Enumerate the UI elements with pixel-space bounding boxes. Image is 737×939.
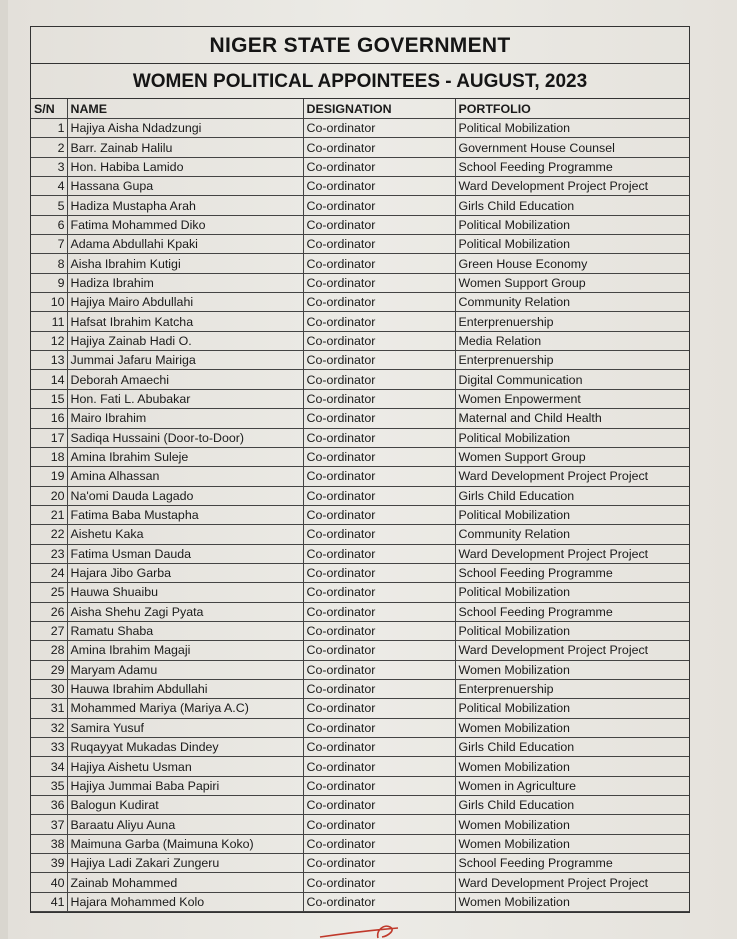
cell-sn: 10 bbox=[31, 293, 67, 312]
header-designation: DESIGNATION bbox=[303, 99, 455, 119]
table-row bbox=[31, 119, 689, 138]
cell-designation: Co-ordinator bbox=[303, 254, 455, 273]
cell-designation: Co-ordinator bbox=[303, 215, 455, 234]
cell-portfolio: Maternal and Child Health bbox=[455, 409, 689, 428]
cell-portfolio: Enterprenuership bbox=[455, 679, 689, 698]
cell-portfolio: Political Mobilization bbox=[455, 621, 689, 640]
cell-sn: 6 bbox=[31, 215, 67, 234]
table-row bbox=[31, 505, 689, 524]
table-row bbox=[31, 679, 689, 698]
cell-sn: 41 bbox=[31, 892, 67, 911]
cell-name: Mohammed Mariya (Mariya A.C) bbox=[67, 699, 303, 718]
table-row bbox=[31, 873, 689, 892]
cell-sn: 27 bbox=[31, 621, 67, 640]
cell-portfolio: Girls Child Education bbox=[455, 796, 689, 815]
cell-designation: Co-ordinator bbox=[303, 718, 455, 737]
cell-designation: Co-ordinator bbox=[303, 235, 455, 254]
cell-designation: Co-ordinator bbox=[303, 196, 455, 215]
cell-designation: Co-ordinator bbox=[303, 873, 455, 892]
cell-name: Deborah Amaechi bbox=[67, 370, 303, 389]
cell-name: Hajiya Jummai Baba Papiri bbox=[67, 776, 303, 795]
cell-name: Ruqayyat Mukadas Dindey bbox=[67, 738, 303, 757]
table-row bbox=[31, 602, 689, 621]
cell-sn: 13 bbox=[31, 351, 67, 370]
cell-sn: 2 bbox=[31, 138, 67, 157]
cell-designation: Co-ordinator bbox=[303, 312, 455, 331]
cell-sn: 18 bbox=[31, 447, 67, 466]
cell-sn: 32 bbox=[31, 718, 67, 737]
cell-sn: 19 bbox=[31, 467, 67, 486]
table-row bbox=[31, 177, 689, 196]
cell-designation: Co-ordinator bbox=[303, 389, 455, 408]
cell-sn: 14 bbox=[31, 370, 67, 389]
cell-name: Hauwa Ibrahim Abdullahi bbox=[67, 679, 303, 698]
cell-name: Ramatu Shaba bbox=[67, 621, 303, 640]
cell-name: Hon. Fati L. Abubakar bbox=[67, 389, 303, 408]
cell-designation: Co-ordinator bbox=[303, 796, 455, 815]
table-row bbox=[31, 370, 689, 389]
table-row bbox=[31, 796, 689, 815]
cell-name: Sadiqa Hussaini (Door-to-Door) bbox=[67, 428, 303, 447]
cell-designation: Co-ordinator bbox=[303, 892, 455, 911]
cell-portfolio: Ward Development Project Project bbox=[455, 177, 689, 196]
table-row bbox=[31, 718, 689, 737]
document-subtitle: WOMEN POLITICAL APPOINTEES - AUGUST, 2023 bbox=[31, 64, 689, 99]
cell-sn: 30 bbox=[31, 679, 67, 698]
table-row bbox=[31, 409, 689, 428]
cell-sn: 21 bbox=[31, 505, 67, 524]
table-row bbox=[31, 235, 689, 254]
cell-sn: 38 bbox=[31, 834, 67, 853]
cell-name: Amina Ibrahim Magaji bbox=[67, 641, 303, 660]
cell-sn: 33 bbox=[31, 738, 67, 757]
cell-designation: Co-ordinator bbox=[303, 854, 455, 873]
cell-designation: Co-ordinator bbox=[303, 699, 455, 718]
cell-designation: Co-ordinator bbox=[303, 409, 455, 428]
table-row bbox=[31, 486, 689, 505]
cell-designation: Co-ordinator bbox=[303, 583, 455, 602]
cell-name: Hadiza Mustapha Arah bbox=[67, 196, 303, 215]
cell-portfolio: Political Mobilization bbox=[455, 119, 689, 138]
cell-name: Hajiya Zainab Hadi O. bbox=[67, 331, 303, 350]
cell-designation: Co-ordinator bbox=[303, 331, 455, 350]
cell-name: Adama Abdullahi Kpaki bbox=[67, 235, 303, 254]
cell-portfolio: Girls Child Education bbox=[455, 486, 689, 505]
cell-sn: 7 bbox=[31, 235, 67, 254]
table-row bbox=[31, 312, 689, 331]
table-row bbox=[31, 331, 689, 350]
cell-portfolio: Political Mobilization bbox=[455, 699, 689, 718]
cell-name: Hassana Gupa bbox=[67, 177, 303, 196]
cell-portfolio: Women in Agriculture bbox=[455, 776, 689, 795]
cell-name: Baraatu Aliyu Auna bbox=[67, 815, 303, 834]
cell-designation: Co-ordinator bbox=[303, 351, 455, 370]
cell-portfolio: Community Relation bbox=[455, 293, 689, 312]
cell-portfolio: Women Support Group bbox=[455, 273, 689, 292]
table-row bbox=[31, 389, 689, 408]
table-row bbox=[31, 138, 689, 157]
cell-portfolio: Women Enpowerment bbox=[455, 389, 689, 408]
cell-designation: Co-ordinator bbox=[303, 273, 455, 292]
cell-sn: 3 bbox=[31, 157, 67, 176]
cell-portfolio: Women Mobilization bbox=[455, 834, 689, 853]
cell-designation: Co-ordinator bbox=[303, 776, 455, 795]
cell-sn: 28 bbox=[31, 641, 67, 660]
cell-sn: 9 bbox=[31, 273, 67, 292]
table-row bbox=[31, 293, 689, 312]
cell-name: Mairo Ibrahim bbox=[67, 409, 303, 428]
cell-designation: Co-ordinator bbox=[303, 679, 455, 698]
table-body bbox=[31, 119, 689, 912]
cell-name: Hajara Jibo Garba bbox=[67, 563, 303, 582]
cell-name: Maryam Adamu bbox=[67, 660, 303, 679]
table-row bbox=[31, 428, 689, 447]
table-row bbox=[31, 738, 689, 757]
table-row bbox=[31, 660, 689, 679]
cell-sn: 8 bbox=[31, 254, 67, 273]
cell-name: Maimuna Garba (Maimuna Koko) bbox=[67, 834, 303, 853]
cell-designation: Co-ordinator bbox=[303, 293, 455, 312]
header-portfolio: PORTFOLIO bbox=[455, 99, 689, 119]
cell-portfolio: Women Mobilization bbox=[455, 892, 689, 911]
cell-name: Balogun Kudirat bbox=[67, 796, 303, 815]
cell-designation: Co-ordinator bbox=[303, 738, 455, 757]
cell-designation: Co-ordinator bbox=[303, 177, 455, 196]
cell-name: Amina Ibrahim Suleje bbox=[67, 447, 303, 466]
table-row bbox=[31, 467, 689, 486]
table-row bbox=[31, 892, 689, 911]
appointees-document bbox=[30, 26, 690, 913]
cell-sn: 17 bbox=[31, 428, 67, 447]
cell-portfolio: Ward Development Project Project bbox=[455, 467, 689, 486]
cell-name: Hon. Habiba Lamido bbox=[67, 157, 303, 176]
cell-portfolio: Girls Child Education bbox=[455, 738, 689, 757]
cell-name: Aisha Ibrahim Kutigi bbox=[67, 254, 303, 273]
cell-portfolio: Government House Counsel bbox=[455, 138, 689, 157]
cell-portfolio: Political Mobilization bbox=[455, 215, 689, 234]
header-sn: S/N bbox=[31, 99, 67, 119]
table-row bbox=[31, 699, 689, 718]
table-row bbox=[31, 215, 689, 234]
cell-portfolio: Women Mobilization bbox=[455, 757, 689, 776]
cell-portfolio: School Feeding Programme bbox=[455, 563, 689, 582]
cell-designation: Co-ordinator bbox=[303, 505, 455, 524]
cell-designation: Co-ordinator bbox=[303, 621, 455, 640]
cell-designation: Co-ordinator bbox=[303, 467, 455, 486]
cell-portfolio: Girls Child Education bbox=[455, 196, 689, 215]
table-row bbox=[31, 273, 689, 292]
cell-sn: 39 bbox=[31, 854, 67, 873]
table-row bbox=[31, 254, 689, 273]
table-row bbox=[31, 757, 689, 776]
table-row bbox=[31, 583, 689, 602]
cell-portfolio: School Feeding Programme bbox=[455, 157, 689, 176]
table-header-row bbox=[31, 99, 689, 119]
cell-portfolio: Community Relation bbox=[455, 525, 689, 544]
cell-sn: 1 bbox=[31, 119, 67, 138]
cell-portfolio: Political Mobilization bbox=[455, 428, 689, 447]
cell-designation: Co-ordinator bbox=[303, 370, 455, 389]
document-title: NIGER STATE GOVERNMENT bbox=[31, 27, 689, 64]
cell-portfolio: Ward Development Project Project bbox=[455, 544, 689, 563]
cell-name: Barr. Zainab Halilu bbox=[67, 138, 303, 157]
cell-sn: 29 bbox=[31, 660, 67, 679]
cell-designation: Co-ordinator bbox=[303, 563, 455, 582]
cell-name: Jummai Jafaru Mairiga bbox=[67, 351, 303, 370]
cell-portfolio: Political Mobilization bbox=[455, 583, 689, 602]
cell-sn: 23 bbox=[31, 544, 67, 563]
cell-sn: 11 bbox=[31, 312, 67, 331]
cell-name: Hauwa Shuaibu bbox=[67, 583, 303, 602]
cell-designation: Co-ordinator bbox=[303, 119, 455, 138]
cell-designation: Co-ordinator bbox=[303, 641, 455, 660]
cell-name: Fatima Baba Mustapha bbox=[67, 505, 303, 524]
cell-sn: 35 bbox=[31, 776, 67, 795]
table-row bbox=[31, 621, 689, 640]
cell-sn: 22 bbox=[31, 525, 67, 544]
table-row bbox=[31, 196, 689, 215]
cell-name: Samira Yusuf bbox=[67, 718, 303, 737]
cell-portfolio: Political Mobilization bbox=[455, 505, 689, 524]
table-row bbox=[31, 834, 689, 853]
cell-name: Fatima Usman Dauda bbox=[67, 544, 303, 563]
cell-portfolio: School Feeding Programme bbox=[455, 602, 689, 621]
table-row bbox=[31, 447, 689, 466]
cell-portfolio: Media Relation bbox=[455, 331, 689, 350]
cell-designation: Co-ordinator bbox=[303, 815, 455, 834]
cell-portfolio: Enterprenuership bbox=[455, 312, 689, 331]
cell-name: Zainab Mohammed bbox=[67, 873, 303, 892]
signature-mark bbox=[318, 918, 428, 939]
cell-name: Amina Alhassan bbox=[67, 467, 303, 486]
table-row bbox=[31, 351, 689, 370]
table-row bbox=[31, 854, 689, 873]
table-row bbox=[31, 157, 689, 176]
cell-designation: Co-ordinator bbox=[303, 447, 455, 466]
cell-sn: 15 bbox=[31, 389, 67, 408]
cell-sn: 40 bbox=[31, 873, 67, 892]
cell-name: Aishetu Kaka bbox=[67, 525, 303, 544]
cell-designation: Co-ordinator bbox=[303, 138, 455, 157]
cell-portfolio: Women Mobilization bbox=[455, 815, 689, 834]
cell-designation: Co-ordinator bbox=[303, 660, 455, 679]
cell-portfolio: Women Mobilization bbox=[455, 718, 689, 737]
cell-sn: 24 bbox=[31, 563, 67, 582]
cell-sn: 5 bbox=[31, 196, 67, 215]
cell-sn: 16 bbox=[31, 409, 67, 428]
cell-sn: 36 bbox=[31, 796, 67, 815]
table-row bbox=[31, 815, 689, 834]
cell-portfolio: Green House Economy bbox=[455, 254, 689, 273]
cell-sn: 26 bbox=[31, 602, 67, 621]
cell-name: Hadiza Ibrahim bbox=[67, 273, 303, 292]
cell-sn: 20 bbox=[31, 486, 67, 505]
cell-sn: 25 bbox=[31, 583, 67, 602]
header-name: NAME bbox=[67, 99, 303, 119]
cell-name: Aisha Shehu Zagi Pyata bbox=[67, 602, 303, 621]
table-row bbox=[31, 776, 689, 795]
cell-sn: 31 bbox=[31, 699, 67, 718]
cell-designation: Co-ordinator bbox=[303, 428, 455, 447]
cell-name: Hajiya Ladi Zakari Zungeru bbox=[67, 854, 303, 873]
cell-name: Hajiya Mairo Abdullahi bbox=[67, 293, 303, 312]
cell-designation: Co-ordinator bbox=[303, 544, 455, 563]
cell-portfolio: Women Mobilization bbox=[455, 660, 689, 679]
cell-designation: Co-ordinator bbox=[303, 525, 455, 544]
table-row bbox=[31, 563, 689, 582]
cell-sn: 37 bbox=[31, 815, 67, 834]
table-row bbox=[31, 544, 689, 563]
cell-designation: Co-ordinator bbox=[303, 757, 455, 776]
cell-sn: 4 bbox=[31, 177, 67, 196]
cell-name: Na'omi Dauda Lagado bbox=[67, 486, 303, 505]
cell-name: Fatima Mohammed Diko bbox=[67, 215, 303, 234]
cell-portfolio: Ward Development Project Project bbox=[455, 641, 689, 660]
cell-sn: 12 bbox=[31, 331, 67, 350]
cell-designation: Co-ordinator bbox=[303, 602, 455, 621]
cell-designation: Co-ordinator bbox=[303, 486, 455, 505]
cell-portfolio: School Feeding Programme bbox=[455, 854, 689, 873]
cell-portfolio: Women Support Group bbox=[455, 447, 689, 466]
cell-name: Hajiya Aishetu Usman bbox=[67, 757, 303, 776]
cell-sn: 34 bbox=[31, 757, 67, 776]
cell-portfolio: Digital Communication bbox=[455, 370, 689, 389]
cell-portfolio: Ward Development Project Project bbox=[455, 873, 689, 892]
cell-portfolio: Enterprenuership bbox=[455, 351, 689, 370]
cell-name: Hafsat Ibrahim Katcha bbox=[67, 312, 303, 331]
table-row bbox=[31, 641, 689, 660]
cell-portfolio: Political Mobilization bbox=[455, 235, 689, 254]
table-row bbox=[31, 525, 689, 544]
cell-name: Hajara Mohammed Kolo bbox=[67, 892, 303, 911]
cell-designation: Co-ordinator bbox=[303, 834, 455, 853]
appointees-table bbox=[31, 99, 689, 912]
cell-designation: Co-ordinator bbox=[303, 157, 455, 176]
cell-name: Hajiya Aisha Ndadzungi bbox=[67, 119, 303, 138]
